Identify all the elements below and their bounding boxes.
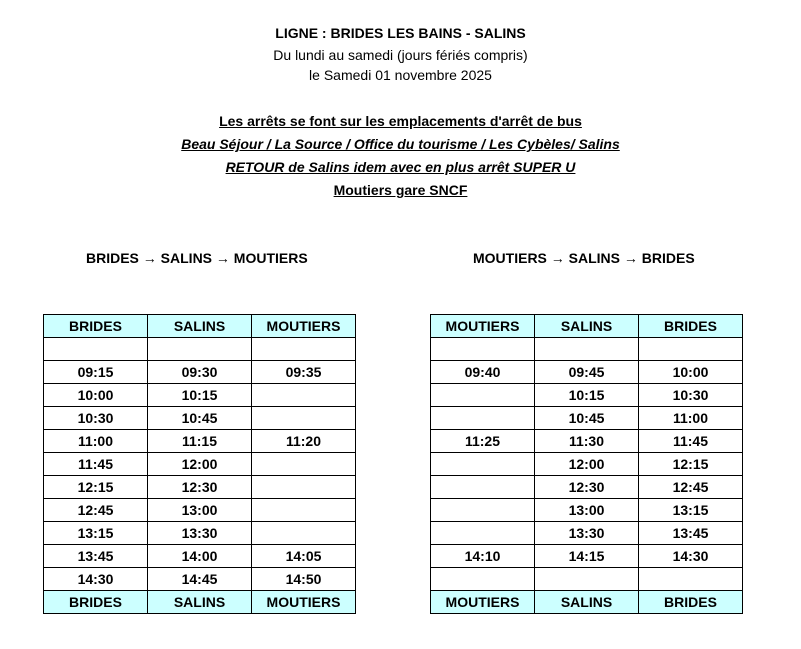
departure-time-cell — [535, 338, 639, 361]
table-row — [431, 407, 743, 430]
departure-time-cell: 10:30 — [44, 407, 148, 430]
column-header: MOUTIERS — [252, 591, 356, 614]
table-row — [44, 384, 356, 407]
departure-time-cell: 11:00 — [639, 407, 743, 430]
departure-time-cell: 12:30 — [148, 476, 252, 499]
departure-time-cell: 14:05 — [252, 545, 356, 568]
table-row — [431, 568, 743, 591]
departure-time-cell — [431, 476, 535, 499]
departure-time-cell: 10:00 — [639, 361, 743, 384]
column-header: MOUTIERS — [252, 315, 356, 338]
column-header: SALINS — [535, 591, 639, 614]
departure-time-cell: 11:30 — [535, 430, 639, 453]
departure-time-cell — [639, 338, 743, 361]
table-row — [431, 545, 743, 568]
table-row — [44, 361, 356, 384]
timetable-header-bottom — [44, 591, 356, 614]
departure-time-cell — [252, 522, 356, 545]
departure-time-cell: 11:15 — [148, 430, 252, 453]
table-row — [44, 499, 356, 522]
departure-time-cell — [431, 338, 535, 361]
column-header: BRIDES — [44, 315, 148, 338]
departure-time-cell: 13:45 — [44, 545, 148, 568]
table-row — [44, 430, 356, 453]
departure-time-cell — [252, 384, 356, 407]
note-return: RETOUR de Salins idem avec en plus arrêt SUPER U — [225, 159, 576, 175]
table-row — [431, 338, 743, 361]
departure-time-cell — [431, 568, 535, 591]
departure-time-cell: 11:25 — [431, 430, 535, 453]
departure-time-cell: 14:00 — [148, 545, 252, 568]
departure-time-cell: 09:15 — [44, 361, 148, 384]
departure-time-cell — [639, 568, 743, 591]
departure-time-cell: 13:15 — [44, 522, 148, 545]
departure-time-cell: 14:45 — [148, 568, 252, 591]
departure-time-cell: 10:15 — [148, 384, 252, 407]
departure-time-cell — [431, 522, 535, 545]
table-row — [44, 476, 356, 499]
departure-time-cell: 09:30 — [148, 361, 252, 384]
timetable-header-bottom — [431, 591, 743, 614]
note-stops: Les arrêts se font sur les emplacements d'arrêt de bus — [219, 113, 582, 129]
departure-time-cell — [252, 453, 356, 476]
departure-time-cell: 09:35 — [252, 361, 356, 384]
column-header: BRIDES — [639, 315, 743, 338]
note-station: Moutiers gare SNCF — [333, 182, 468, 198]
departure-time-cell: 09:45 — [535, 361, 639, 384]
schedule-date: le Samedi 01 novembre 2025 — [309, 67, 492, 83]
column-header: MOUTIERS — [431, 591, 535, 614]
departure-time-cell — [44, 338, 148, 361]
page-title: LIGNE : BRIDES LES BAINS - SALINS — [275, 25, 526, 41]
departure-time-cell — [252, 499, 356, 522]
table-row — [44, 338, 356, 361]
outbound-timetable — [43, 314, 356, 614]
table-row — [431, 453, 743, 476]
departure-time-cell — [252, 338, 356, 361]
departure-time-cell: 10:30 — [639, 384, 743, 407]
departure-time-cell: 13:00 — [535, 499, 639, 522]
departure-time-cell: 12:15 — [639, 453, 743, 476]
schedule-days: Du lundi au samedi (jours fériés compris) — [273, 47, 528, 63]
departure-time-cell: 13:30 — [148, 522, 252, 545]
column-header: BRIDES — [639, 591, 743, 614]
column-header: SALINS — [148, 591, 252, 614]
departure-time-cell — [252, 476, 356, 499]
departure-time-cell — [148, 338, 252, 361]
departure-time-cell: 12:45 — [44, 499, 148, 522]
departure-time-cell: 13:15 — [639, 499, 743, 522]
departure-time-cell: 13:00 — [148, 499, 252, 522]
departure-time-cell: 14:50 — [252, 568, 356, 591]
departure-time-cell: 14:30 — [44, 568, 148, 591]
return-timetable — [430, 314, 743, 614]
departure-time-cell — [252, 407, 356, 430]
table-row — [44, 568, 356, 591]
table-row — [44, 522, 356, 545]
table-row — [431, 384, 743, 407]
departure-time-cell: 09:40 — [431, 361, 535, 384]
departure-time-cell: 13:45 — [639, 522, 743, 545]
departure-time-cell: 12:00 — [148, 453, 252, 476]
departure-time-cell: 11:45 — [44, 453, 148, 476]
departure-time-cell: 14:15 — [535, 545, 639, 568]
departure-time-cell — [431, 499, 535, 522]
departure-time-cell: 11:20 — [252, 430, 356, 453]
departure-time-cell: 12:30 — [535, 476, 639, 499]
column-header: SALINS — [148, 315, 252, 338]
departure-time-cell: 13:30 — [535, 522, 639, 545]
timetable-header-top — [431, 315, 743, 338]
departure-time-cell: 10:45 — [148, 407, 252, 430]
departure-time-cell: 14:10 — [431, 545, 535, 568]
departure-time-cell: 11:45 — [639, 430, 743, 453]
table-row — [44, 453, 356, 476]
table-row — [431, 499, 743, 522]
departure-time-cell: 12:15 — [44, 476, 148, 499]
departure-time-cell: 11:00 — [44, 430, 148, 453]
column-header: MOUTIERS — [431, 315, 535, 338]
outbound-direction-label: BRIDES → SALINS → MOUTIERS — [86, 250, 308, 266]
departure-time-cell — [431, 453, 535, 476]
return-direction-label: MOUTIERS → SALINS → BRIDES — [473, 250, 695, 266]
table-row — [431, 522, 743, 545]
note-stop-list: Beau Séjour / La Source / Office du tourisme / Les Cybèles/ Salins — [181, 136, 620, 152]
table-row — [431, 430, 743, 453]
table-row — [431, 476, 743, 499]
table-row — [44, 545, 356, 568]
departure-time-cell: 12:00 — [535, 453, 639, 476]
departure-time-cell — [535, 568, 639, 591]
column-header: SALINS — [535, 315, 639, 338]
departure-time-cell: 10:45 — [535, 407, 639, 430]
table-row — [431, 361, 743, 384]
departure-time-cell: 10:15 — [535, 384, 639, 407]
table-row — [44, 407, 356, 430]
departure-time-cell — [431, 407, 535, 430]
departure-time-cell: 12:45 — [639, 476, 743, 499]
departure-time-cell: 10:00 — [44, 384, 148, 407]
departure-time-cell — [431, 384, 535, 407]
departure-time-cell: 14:30 — [639, 545, 743, 568]
column-header: BRIDES — [44, 591, 148, 614]
timetable-header-top — [44, 315, 356, 338]
